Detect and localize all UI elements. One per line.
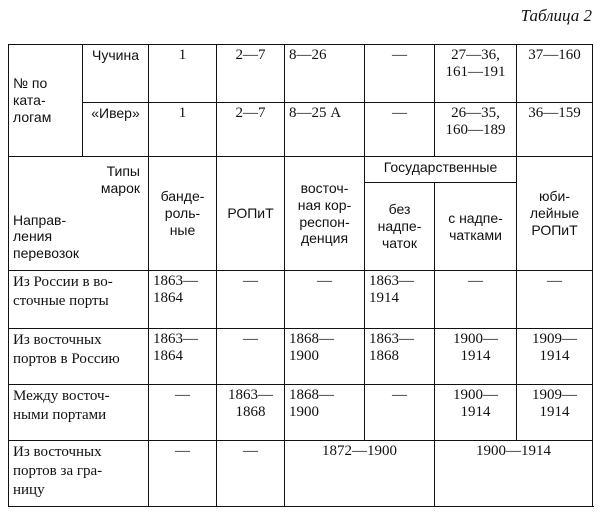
catalog-row-iver — [9, 103, 593, 157]
row-label: Между восточ- ными портами — [9, 385, 149, 441]
header-row — [9, 157, 593, 183]
catalog-cell: 2—7 — [217, 45, 285, 103]
table-cell: — — [217, 441, 285, 507]
table-cell-merged: 1900—1914 — [435, 441, 593, 507]
catalog-cell: 27—36, 161—191 — [435, 45, 517, 103]
catalog-cell: 37—160 — [517, 45, 593, 103]
table-cell: 1868— 1900 — [285, 385, 365, 441]
directions-label: Направ- ления перевозок — [13, 211, 80, 262]
stamp-table — [8, 44, 593, 507]
types-label: Типы марок — [100, 163, 140, 196]
table-cell: 1909— 1914 — [517, 329, 593, 385]
catalog-label — [9, 45, 83, 157]
table-cell: 1900— 1914 — [435, 329, 517, 385]
table-cell: — — [365, 385, 435, 441]
catalog-label-line-2: ката- — [13, 92, 46, 109]
table-cell: — — [517, 271, 593, 329]
catalog-cell: 2—7 — [217, 103, 285, 157]
catalog-row-chuchin — [9, 45, 593, 103]
table-row — [9, 329, 593, 385]
table-row — [9, 385, 593, 441]
corner-header — [9, 157, 149, 271]
table-cell: 1863— 1868 — [365, 329, 435, 385]
table-cell: — — [149, 441, 217, 507]
table-cell: 1900— 1914 — [435, 385, 517, 441]
catalog-cell: 36—159 — [517, 103, 593, 157]
col-header-eastern: восточ- ная кор- респон- денция — [285, 157, 365, 271]
catalog-name: Чучина — [83, 45, 149, 103]
col-header-overprint: с надпе- чатками — [435, 183, 517, 271]
row-label: Из восточных портов в Россию — [9, 329, 149, 385]
table-cell: — — [149, 385, 217, 441]
catalog-cell: 8—26 — [285, 45, 365, 103]
catalog-label-line-3: логам — [13, 108, 52, 125]
catalog-cell: — — [365, 45, 435, 103]
table-cell-merged: 1872—1900 — [285, 441, 435, 507]
col-header-no-overprint: без надпе- чаток — [365, 183, 435, 271]
table-cell: 1863— 1864 — [149, 271, 217, 329]
table-caption: Таблица 2 — [520, 6, 592, 25]
table-cell: — — [217, 271, 285, 329]
group-header-state: Государственные — [365, 157, 517, 183]
table-cell: 1863— 1914 — [365, 271, 435, 329]
table-cell: 1863— 1868 — [217, 385, 285, 441]
table-row — [9, 441, 593, 507]
table-cell: — — [217, 329, 285, 385]
catalog-cell: 26—35, 160—189 — [435, 103, 517, 157]
table-cell: 1863— 1864 — [149, 329, 217, 385]
table-cell: 1868— 1900 — [285, 329, 365, 385]
table-cell: — — [435, 271, 517, 329]
col-header-banderol: банде- роль- ные — [149, 157, 217, 271]
row-label: Из России в во- сточные порты — [9, 271, 149, 329]
catalog-cell: 1 — [149, 45, 217, 103]
table-row — [9, 271, 593, 329]
catalog-name: «Ивер» — [83, 103, 149, 157]
col-header-ropit: РОПиТ — [217, 157, 285, 271]
table-cell: — — [285, 271, 365, 329]
row-label: Из восточных портов за гра- ницу — [9, 441, 149, 507]
catalog-label-line-1: № по — [13, 75, 48, 92]
catalog-cell: — — [365, 103, 435, 157]
table-cell: 1909— 1914 — [517, 385, 593, 441]
catalog-cell: 8—25 А — [285, 103, 365, 157]
catalog-cell: 1 — [149, 103, 217, 157]
col-header-jubilee: юби- лейные РОПиТ — [517, 157, 593, 271]
